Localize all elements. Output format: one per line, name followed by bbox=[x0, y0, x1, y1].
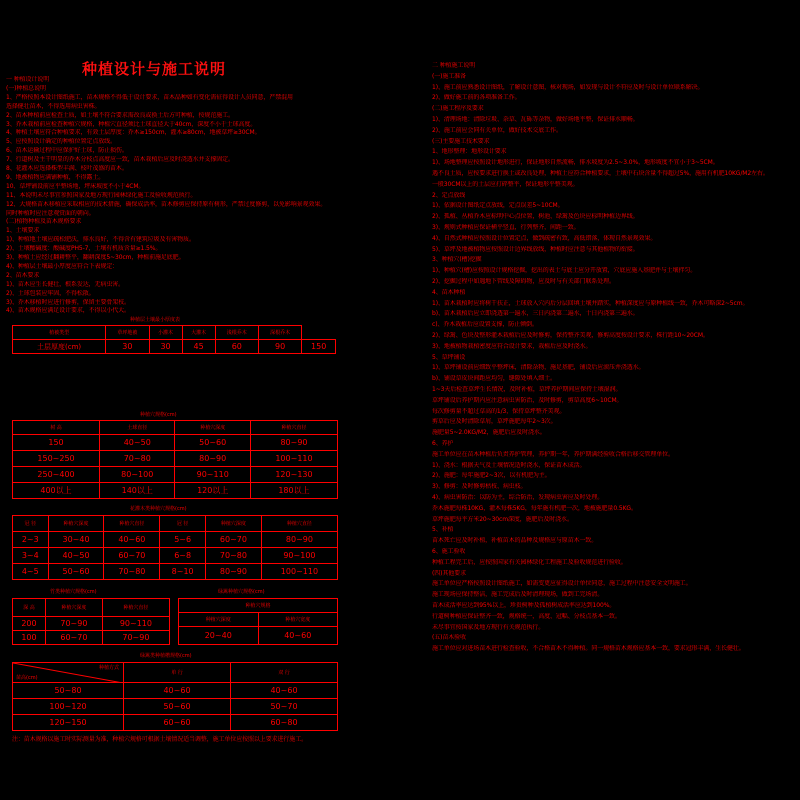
table-row bbox=[13, 451, 338, 467]
text-line: 每次修剪量不超过草高的1/3，保持草坪整齐美观。 bbox=[432, 407, 566, 415]
table-cell: 250~400 bbox=[13, 467, 100, 483]
text-line: 同时种植时应注意观赏面的朝向。 bbox=[6, 209, 95, 217]
text-line: 5、补植 bbox=[432, 526, 454, 534]
table-cell: 40~60 bbox=[258, 627, 338, 645]
diag-bottom-label: 苗高(cm) bbox=[16, 675, 38, 681]
table-cell: 3~4 bbox=[13, 548, 49, 564]
text-line: 4)、自然式种植应按照设计位置定点，做到疏密有致，高低错落，体现自然景观效果。 bbox=[432, 234, 657, 242]
table-cell: 40~50 bbox=[48, 548, 104, 564]
table-header-cell: 双 行 bbox=[231, 663, 338, 683]
text-line: 4、苗木种植 bbox=[432, 288, 466, 296]
text-line: 遇不良土质，应按要求进行换土或改良处理，种植土应符合种植要求，土壤中石块含量不得超过5%，施用有机肥10KG/M2左右。 bbox=[432, 170, 769, 177]
table-cell: 40~60 bbox=[124, 683, 231, 699]
text-line: 3、乔木栽植前应检查种植穴规格，种植穴直径须比土球直径大于40cm，深度不小于土球高度。 bbox=[6, 120, 257, 128]
text-line: 选择健壮苗木，不得选用病虫害株。 bbox=[6, 102, 101, 110]
table-header-cell: 冠 径 bbox=[13, 516, 49, 532]
table-cell: 70~90 bbox=[45, 617, 102, 631]
text-line: 1)、清理场地：清除垃圾、杂草、瓦砾等杂物，做好场地平整，保证排水顺畅。 bbox=[432, 116, 639, 123]
text-line: 12、大规格苗木移植应采取相应的技术措施，确保成活率，苗木修剪应保持原有树形，严禁过度修剪，以免影响景观效果。 bbox=[6, 200, 327, 208]
text-line: 乔木施肥每株10KG，灌木每株5KG，每年施有机肥一次，地被施肥量0.5KG。 bbox=[432, 504, 637, 512]
soil-thickness-table bbox=[12, 325, 336, 354]
text-line: 1、严格按照本设计图纸施工，苗木规格不得低于设计要求，苗木品种如有变化需征得设计人员同意，严禁混用 bbox=[6, 93, 293, 101]
text-line: 1)、种植地土壤应疏松肥沃，排水良好，不得含有建筑垃圾及有害物质。 bbox=[6, 236, 195, 244]
table-cell: 60~70 bbox=[104, 548, 160, 564]
table-cell: 60~80 bbox=[231, 715, 338, 731]
text-line: 8、花灌木应选择株型丰满、枝叶茂盛的苗木。 bbox=[6, 165, 128, 172]
table-cell: 30 bbox=[149, 340, 182, 354]
table-cell: 4~5 bbox=[13, 564, 49, 580]
table-cell: 120以上 bbox=[175, 483, 250, 499]
text-line: 1~3天后检查草坪生长情况，及时补植，草坪养护期间应保持土壤湿润。 bbox=[432, 386, 622, 393]
text-line: 3)、种植土应经过翻耕整平，翻耕深度5~30cm，种植前施足底肥。 bbox=[6, 254, 185, 261]
text-line: (一)施工准备 bbox=[432, 72, 466, 80]
text-line: 4、种植土壤应符合种植要求，有效土层厚度：乔木≥150cm，灌木≥80cm，地被草坪≥30CM。 bbox=[6, 129, 261, 137]
text-line: 2、定点放线 bbox=[432, 191, 466, 199]
text-line: 6、养护 bbox=[432, 440, 454, 447]
text-line: 2)、做好施工前的各项准备工作。 bbox=[432, 94, 521, 102]
text-line: 未尽事宜按国家及地方现行有关规范执行。 bbox=[432, 623, 545, 631]
text-line: 草坪施肥每平方米20~30cm深度，施肥后及时浇水。 bbox=[432, 515, 573, 523]
text-line: 5)、草坪及地被植物应按照设计边界线放线，种植时应注意与其他植物的衔接。 bbox=[432, 245, 639, 253]
text-line: 种植工程完工后，应按照国家有关园林绿化工程施工及验收规范进行验收。 bbox=[432, 558, 627, 566]
text-line: 施工单位应严格按照设计图纸施工，如需变更应征得设计单位同意，施工过程中注意安全文明施工。 bbox=[432, 580, 692, 588]
table-cell: 5~6 bbox=[160, 532, 206, 548]
table-cell: 45 bbox=[182, 340, 215, 354]
table-cell: 60~70 bbox=[45, 631, 102, 645]
table-cell: 50~60 bbox=[48, 564, 104, 580]
text-line: 3)、地被植物栽植密度应符合设计要求，栽植后应及时浇水。 bbox=[432, 342, 592, 350]
table-cell: 2~3 bbox=[13, 532, 49, 548]
table-cell: 120~130 bbox=[250, 467, 337, 483]
table-row bbox=[13, 483, 338, 499]
table-row bbox=[13, 617, 170, 631]
text-line: 7、行道树及主干明显的乔木分枝点高度应一致，苗木栽植后应及时浇透水并支撑固定。 bbox=[6, 156, 234, 164]
left-footnote: 注：苗木规格以施工时实际测量为准，种植穴规格可根据土壤情况适当调整，施工单位应按照以上要求进行施工。 bbox=[12, 736, 308, 743]
text-line: 1)、草坪铺设前应细致平整坪床，清除杂物，施足基肥，铺设后应滚压并浇透水。 bbox=[432, 364, 645, 372]
text-line: 1、地形整理：地形设计要求 bbox=[432, 148, 507, 156]
table-header-cell: 植被类型 bbox=[13, 326, 106, 340]
table-caption: 竹类种植穴规格(cm) bbox=[50, 589, 97, 595]
table-cell: 100~120 bbox=[13, 699, 124, 715]
table-header-cell: 深 高 bbox=[13, 599, 46, 617]
text-line: 1)、种植穴(槽)应按照设计规格挖掘，挖出的表土与底土应分开放置，穴底应施入基肥并与土壤拌匀。 bbox=[432, 267, 697, 275]
table-cell: 6~8 bbox=[160, 548, 206, 564]
table-row bbox=[13, 467, 338, 483]
table-cell: 400以上 bbox=[13, 483, 100, 499]
text-line: 3)、规则式种植应保证横平竖直，行列整齐，间距一致。 bbox=[432, 224, 580, 231]
text-line: (二)植物种植及苗木规格要求 bbox=[6, 218, 82, 226]
text-line: 11、本说明未尽事宜参照国家及地方现行园林绿化施工及验收规范执行。 bbox=[6, 191, 197, 199]
table-header-cell: 草坪地被 bbox=[106, 326, 149, 340]
table-header-cell: 种植穴规格 bbox=[179, 599, 338, 613]
hedge-trench-table bbox=[12, 662, 338, 731]
table-cell: 50~70 bbox=[231, 699, 338, 715]
hedge-pit-table bbox=[178, 598, 338, 645]
table-row bbox=[13, 532, 338, 548]
text-line: 1)、依据设计图纸定点放线，定点误差5~10CM。 bbox=[432, 202, 564, 210]
text-line: c)、乔木栽植后应设置支撑，防止倾倒。 bbox=[432, 321, 538, 329]
table-cell: 100 bbox=[13, 631, 46, 645]
table-header-cell: 大灌木 bbox=[182, 326, 215, 340]
text-line: 2)、土壤酸碱度：酸碱度PH5-7，土壤有机质含量≥1.5%。 bbox=[6, 245, 162, 253]
text-line: 行道树种植应保证整齐一致，规格统一，高度、冠幅、分枝点基本一致。 bbox=[432, 612, 621, 620]
table-cell: 70~80 bbox=[100, 451, 175, 467]
table-cell: 80~90 bbox=[261, 532, 337, 548]
table-header-cell: 种植穴深度 bbox=[179, 613, 259, 627]
table-cell: 60 bbox=[215, 340, 258, 354]
text-line: (四)其他要求 bbox=[432, 569, 466, 577]
table-cell: 40~60 bbox=[104, 532, 160, 548]
table-cell: 150 bbox=[13, 435, 100, 451]
table-header-cell: 种植穴直径 bbox=[261, 516, 337, 532]
table-cell: 30~40 bbox=[48, 532, 104, 548]
text-line: 3、种植穴(槽)挖掘 bbox=[432, 256, 482, 264]
planting-pit-table bbox=[12, 420, 338, 499]
table-row bbox=[179, 627, 338, 645]
table-cell: 60~70 bbox=[206, 532, 262, 548]
text-line: 6、苗木运输过程中应保护好土球，防止损伤。 bbox=[6, 147, 128, 155]
table-cell: 90~110 bbox=[102, 617, 169, 631]
table-cell: 90 bbox=[258, 340, 301, 354]
table-caption: 种植穴规格(cm) bbox=[140, 412, 177, 418]
text-line: 2、苗木要求 bbox=[6, 271, 40, 279]
text-line: (二)施工程序及要求 bbox=[432, 105, 484, 113]
table-cell: 50~60 bbox=[124, 699, 231, 715]
table-header-cell: 种植穴直径 bbox=[102, 599, 169, 617]
table-cell: 70~80 bbox=[206, 548, 262, 564]
table-cell: 50~80 bbox=[13, 683, 124, 699]
text-line: (五)苗木验收 bbox=[432, 634, 466, 642]
text-line: 2)、孤植、丛植乔木应标明中心点位置，树池、绿篱及色块应标明种植边界线。 bbox=[432, 213, 639, 221]
table-header-cell: 深根乔木 bbox=[258, 326, 301, 340]
table-cell: 100~110 bbox=[250, 451, 337, 467]
table-row bbox=[13, 564, 338, 580]
table-cell: 土层厚度(cm) bbox=[13, 340, 106, 354]
table-cell: 120~150 bbox=[13, 715, 124, 731]
text-line: 施工现场应保持整洁，施工完成后及时清理现场，做到工完场清。 bbox=[432, 591, 604, 599]
table-cell: 80~100 bbox=[100, 467, 175, 483]
table-header-cell: 种植穴深度 bbox=[206, 516, 262, 532]
text-line: 施肥量5~2.0KG/M2，施肥后应及时浇水。 bbox=[432, 429, 546, 437]
text-line: 1)、苗木应生长健壮，根系发达，无病虫害。 bbox=[6, 280, 125, 288]
text-line: 1、土壤要求 bbox=[6, 227, 40, 235]
text-line: 1)、苗木栽植时应将树干扶正，土球放入穴内后分层回填土壤并踏实，种植深度应与原种植线一致，乔木可略深2~5cm。 bbox=[432, 299, 749, 307]
table-cell: 30 bbox=[106, 340, 149, 354]
table-row bbox=[13, 631, 170, 645]
table-cell: 60~60 bbox=[124, 715, 231, 731]
page-title: 种植设计与施工说明 bbox=[82, 60, 227, 78]
text-line: 剪草后应及时清除草屑，草坪施肥每年2~3次。 bbox=[432, 418, 557, 426]
table-header-cell: 种植穴深度 bbox=[175, 421, 250, 435]
text-line: 草坪铺设后养护期内应注意病虫害防治，及时修剪，剪草高度6~10CM。 bbox=[432, 396, 623, 404]
text-line: 5、草坪铺设 bbox=[432, 353, 466, 361]
table-header-cell: 种植穴深度 bbox=[45, 599, 102, 617]
table-cell: 40~50 bbox=[100, 435, 175, 451]
table-cell: 80~90 bbox=[175, 451, 250, 467]
text-line: b)、苗木栽植后应立即浇透第一遍水，三日内浇第二遍水，十日内浇第三遍水。 bbox=[432, 310, 639, 318]
table-cell: 150~250 bbox=[13, 451, 100, 467]
text-line: 苗木成活率应达到95%以上，珍贵树种及孤植树成活率应达到100%。 bbox=[432, 602, 616, 609]
text-line: 1)、浇水：根据天气及土壤情况适时浇水，保证苗木成活。 bbox=[432, 461, 586, 469]
text-line: 2)、土球包装应牢固，不得松散。 bbox=[6, 289, 95, 297]
text-line: 一 种植设计说明 bbox=[6, 76, 50, 83]
table-cell: 40~60 bbox=[231, 683, 338, 699]
table-cell: 80~90 bbox=[250, 435, 337, 451]
table-caption: 花灌木类种植穴规格(cm) bbox=[130, 506, 187, 512]
table-header-cell: 土球直径 bbox=[100, 421, 175, 435]
table-row bbox=[13, 435, 338, 451]
table-caption: 绿篱类种植槽规格(cm) bbox=[140, 653, 192, 659]
table-header-cell: 浅根乔木 bbox=[215, 326, 258, 340]
table-header-cell: 单 行 bbox=[124, 663, 231, 683]
text-line: 5、应按照设计确定的种植位置定点放线。 bbox=[6, 138, 116, 146]
table-caption: 绿篱种植穴规格(cm) bbox=[218, 589, 265, 595]
table-caption: 种植层土壤最小厚度表 bbox=[130, 317, 181, 323]
table-cell: 140以上 bbox=[100, 483, 175, 499]
text-line: 2)、施工前应会同有关单位，做好技术交底工作。 bbox=[432, 126, 562, 134]
table-cell: 70~90 bbox=[102, 631, 169, 645]
text-line: 苗木死亡应及时补植，补植苗木的品种及规格应与原苗木一致。 bbox=[432, 537, 598, 545]
table-cell: 50~60 bbox=[175, 435, 250, 451]
bamboo-pit-table bbox=[12, 598, 170, 645]
table-cell: 180以上 bbox=[250, 483, 337, 499]
table-cell: 150 bbox=[302, 340, 336, 354]
text-line: 3)、修剪：及时修剪枯枝、病虫枝。 bbox=[432, 483, 527, 491]
table-cell: 20~40 bbox=[179, 627, 259, 645]
text-line: 2)、绿篱、色块及整形灌木栽植后应及时修剪，保持整齐美观，修剪高度按设计要求，株行距10~20CM。 bbox=[432, 332, 709, 339]
text-line: 4)、苗木规格应满足设计要求，不得以小代大。 bbox=[6, 307, 130, 315]
table-row bbox=[13, 683, 338, 699]
shrub-pit-table bbox=[12, 515, 338, 580]
table-cell: 200 bbox=[13, 617, 46, 631]
table-row bbox=[13, 548, 338, 564]
table-row bbox=[13, 715, 338, 731]
text-line: (一)种植总说明 bbox=[6, 84, 46, 92]
text-line: 施工单位应对进场苗木进行检查验收，不合格苗木不得种植。同一规格苗木规格应基本一致，要求冠形丰满，生长健壮。 bbox=[432, 645, 745, 653]
table-header-cell: 冠 径 bbox=[160, 516, 206, 532]
text-line: 4)、种植层土壤最小厚度应符合下表规定： bbox=[6, 262, 119, 270]
table-cell: 90~100 bbox=[261, 548, 337, 564]
text-line: 3)、乔木移植时应进行修剪，保留主要骨架枝。 bbox=[6, 298, 130, 306]
text-line: 9、地被植物应满铺种植，不得露土。 bbox=[6, 173, 105, 181]
table-cell: 70~80 bbox=[104, 564, 160, 580]
diag-top-label: 种植方式 bbox=[98, 665, 119, 671]
text-line: 6、施工验收 bbox=[432, 548, 466, 555]
text-line: 二 种植施工说明 bbox=[432, 62, 476, 69]
table-row bbox=[13, 699, 338, 715]
diagonal-header-cell bbox=[13, 663, 124, 683]
text-line: 2)、施肥：每年施肥2~3次，以有机肥为主。 bbox=[432, 472, 551, 480]
table-header-cell: 小灌木 bbox=[149, 326, 182, 340]
text-line: 一般30CM以上的土层应打碎整平，保证地形平整美观。 bbox=[432, 180, 579, 188]
table-header-cell: 种植穴直径 bbox=[250, 421, 337, 435]
table-header-cell: 种植穴直径 bbox=[104, 516, 160, 532]
text-line: 1)、场地整理应按照设计地形进行，保证地形自然流畅，排水坡度为2.5~3.0%，地形坡度不宜小于3~5CM。 bbox=[432, 159, 719, 167]
text-line: 10、草坪铺设前应平整场地，坪床坡度不小于4CM。 bbox=[6, 182, 145, 190]
table-header-cell: 树 高 bbox=[13, 421, 100, 435]
table-cell: 80~90 bbox=[206, 564, 262, 580]
text-line: 2)、挖掘过程中如遇地下管线及障碍物，应及时与有关部门联系处理。 bbox=[432, 278, 615, 285]
table-cell: 90~110 bbox=[175, 467, 250, 483]
table-cell: 100~110 bbox=[261, 564, 337, 580]
text-line: 2、苗木种植前应检查土质，如土壤不符合要求需改良或换土后方可种植，按规范施工。 bbox=[6, 111, 234, 119]
table-cell: 8~10 bbox=[160, 564, 206, 580]
table-header-cell: 种植穴宽度 bbox=[258, 613, 338, 627]
text-line: 1)、施工前应熟悉设计图纸，了解设计意图，核对现场，如发现与设计不符应及时与设计单位联系解决。 bbox=[432, 83, 704, 91]
text-line: 4)、病虫害防治：以防为主，综合防治，发现病虫害应及时处理。 bbox=[432, 494, 604, 501]
text-line: b)、铺设草皮块间距应均匀，缝隙处填入细土。 bbox=[432, 375, 556, 383]
table-header-cell: 种植穴深度 bbox=[48, 516, 104, 532]
text-line: (三)主要施工技术要求 bbox=[432, 137, 490, 145]
text-line: 施工单位应在苗木种植后负责养护管理，养护期一年，养护期满经验收合格后移交管理单位。 bbox=[432, 450, 674, 458]
